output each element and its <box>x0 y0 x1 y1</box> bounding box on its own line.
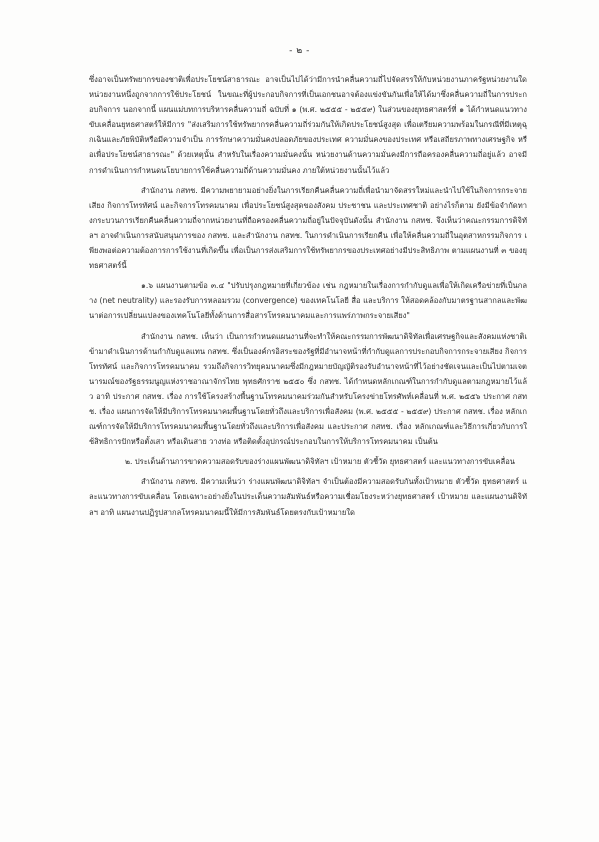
section-heading-2: ๒. ประเด็นด้านการขาดความสอดรับของร่างแผนพัฒนาดิจิทัลฯ เป้าหมาย ตัวชี้วัด ยุทธศาสตร์ และแนวทางการขับเคลื่อน <box>125 457 515 467</box>
paragraph-alignment: สำนักงาน กสทช. มีความเห็นว่า ร่างแผนพัฒนาดิจิทัลฯ จำเป็นต้องมีความสอดรับกันทั้งเป้าหมาย ตัวชี้วัด ยุทธศาสตร์ และแนวทางการขับเคลื่อน โดยเฉพาะอย่างยิ่งในประเด็นความสัมพันธ์หรือความเชื่อมโยงระหว่างยุทธศาสตร์ เป้าหมาย และแผนงานดิจิทัลฯ อาทิ แผนงานปฏิรูปสากลโทรคมนาคมนี้ให้มีการสัมพันธ์โดยตรงกับเป้าหมายใด <box>89 477 527 517</box>
page-number: - ๒ - <box>289 46 310 56</box>
paragraph-regulatory-authority: สำนักงาน กสทช. เห็นว่า เป็นการกำหนดแผนงานที่จะทำให้คณะกรรมการพัฒนาดิจิทัลเพื่อเศรษฐกิจและสังคมแห่งชาติเข้ามาดำเนินการด้านกำกับดูแลแทน กสทช. ซึ่งเป็นองค์กรอิสระของรัฐที่มีอำนาจหน้าที่กำกับดูแลการประกอบกิจการกระจายเสียง กิจการโทรทัศน์ และกิจการโทรคมนาคม รวมถึงกิจการวิทยุคมนาคมซึ่งมีกฎหมายบัญญัติรองรับอำนาจหน้าที่ไว้อย่างชัดเจนและเป็นไปตามเจตนารมณ์ของรัฐธรรมนูญแห่งราชอาณาจักรไทย พุทธศักราช ๒๕๕๐ ซึ่ง กสทช. ได้กำหนดหลักเกณฑ์ในการกำกับดูแลตามกฎหมายไว้แล้ว อาทิ ประกาศ กสทช. เรื่อง การใช้โครงสร้างพื้นฐานโทรคมนาคมร่วมกันสำหรับโครงข่ายโทรศัพท์เคลื่อนที่ พ.ศ. ๒๕๕๖ ประกาศ กสทช. เรื่อง แผนการจัดให้มีบริการโทรคมนาคมพื้นฐานโดยทั่วถึงและบริการเพื่อสังคม (พ.ศ. ๒๕๕๕ - ๒๕๕๙) ประกาศ กสทช. เรื่อง หลักเกณฑ์การจัดให้มีบริการโทรคมนาคมพื้นฐานโดยทั่วถึงและบริการเพื่อสังคม และประกาศ กสทช. เรื่อง หลักเกณฑ์และวิธีการเกี่ยวกับการใช้สิทธิการปักหรือตั้งเสา หรือเดินสาย วางท่อ หรือติดตั้งอุปกรณ์ประกอบในการให้บริการโทรคมนาคม เป็นต้น <box>89 331 527 447</box>
paragraph-spectrum-refarming: สำนักงาน กสทช. มีความพยายามอย่างยิ่งในการเรียกคืนคลื่นความถี่เพื่อนำมาจัดสรรใหม่และนำไปใช้ในกิจการกระจายเสียง กิจการโทรทัศน์ และกิจการโทรคมนาคม เพื่อประโยชน์สูงสุดของสังคม ประชาชน และประเทศชาติ อย่างไรก็ตาม ยังมีข้อจำกัดทางกระบวนการเรียกคืนคลื่นความถี่จากหน่วยงานที่ถือครองคลื่นความถี่อยู่ในปัจจุบันดังนั้น สำนักงาน กสทช. จึงเห็นว่าคณะกรรมการดิจิทัลฯ อาจดำเนินการสนับสนุนการของ กสทช. และสำนักงาน กสทช. ในการดำเนินการเรียกคืน เพื่อให้คลื่นความถี่ในอุตสาหกรรมกิจการ เพียงพอต่อความต้องการการใช้งานที่เกิดขึ้น เพื่อเป็นการส่งเสริมการใช้ทรัพยากรของประเทศอย่างมีประสิทธิภาพ ตามแผนงานที่ ๓ ของยุทธศาสตร์นี้ <box>89 185 527 271</box>
body-text <box>89 72 527 525</box>
paragraph-plan-item-1-6: ๑.๖ แผนงานตามข้อ ๓.๔ "ปรับปรุงกฎหมายที่เกี่ยวข้อง เช่น กฎหมายในเรื่องการกำกับดูแลเพื่อให้เกิดเครือข่ายที่เป็นกลาง (net neutrality) และรองรับการหลอมรวม (convergence) ของเทคโนโลยี สื่อ และบริการ ให้สอดคล้องกับมาตรฐานสากลและพัฒนาต่อการเปลี่ยนแปลงของเทคโนโลยีทั้งด้านการสื่อสารโทรคมนาคมและการแพร่ภาพกระจายเสียง" <box>89 281 527 321</box>
paragraph-spectrum-security: ซึ่งอาจเป็นทรัพยากรของชาติเพื่อประโยชน์สาธารณะ อาจเป็นไปได้ว่ามีการนำคลื่นความถี่ไปจัดสรรให้กับหน่วยงานภาครัฐหน่วยงานใดหน่วยงานหนึ่งถูกจากการใช้ประโยชน์ ในขณะที่ผู้ประกอบกิจการที่เป็นเอกชนอาจต้องแข่งขันกันเพื่อให้ได้มาซึ่งคลื่นความถี่ในการประกอบกิจการ นอกจากนี้ แผนแม่บทการบริหารคลื่นความถี่ ฉบับที่ ๑ (พ.ศ. ๒๕๕๕ - ๒๕๕๙) ในส่วนของยุทธศาสตร์ที่ ๑ ได้กำหนดแนวทางขับเคลื่อนยุทธศาสตร์ให้มีการ "ส่งเสริมการใช้ทรัพยากรคลื่นความถี่ร่วมกันให้เกิดประโยชน์สูงสุด เพื่อเตรียมความพร้อมในกรณีที่มีเหตุฉุกเฉินและภัยพิบัติหรือมีความจำเป็น การรักษาความมั่นคงปลอดภัยของประเทศ ความมั่นคงของประเทศ หรือเสถียรภาพทางเศรษฐกิจ หรือเพื่อประโยชน์สาธารณะ" ด้วยเหตุนั้น สำหรับในเรื่องความมั่นคงนั้น หน่วยงานด้านความมั่นคงมีการถือครองคลื่นความถี่อยู่แล้ว อาจมีการดำเนินการกำหนดนโยบายการใช้คลื่นความถี่ด้านความมั่นคง ภายใต้หน่วยงานนั้นไว้แล้ว <box>89 75 527 175</box>
